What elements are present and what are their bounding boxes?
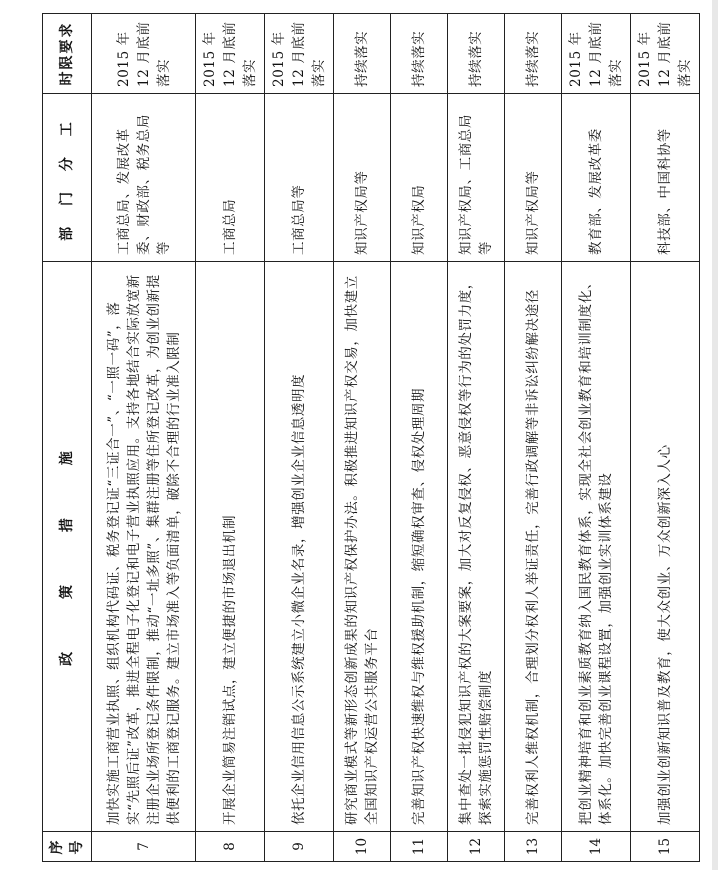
row-seq: 10: [334, 832, 391, 862]
rotated-table-container: [42, 14, 693, 862]
table-row: [631, 14, 700, 862]
row-policy: 集中查处一批侵犯知识产权的大案要案，加大对反复侵权、恶意侵权等行为的处罚力度，探索实施惩罚性赔偿制度: [448, 262, 505, 832]
row-seq: 15: [631, 832, 700, 862]
row-seq: 8: [196, 832, 265, 862]
row-seq: 12: [448, 832, 505, 862]
row-policy: 把创业精神培育和创业素质教育纳入国民教育体系，实现全社会创业教育和培训制度化、体系化。加快完善创业课程设置，加强创业实训体系建设: [562, 262, 631, 832]
header-seq: 序号: [43, 832, 92, 862]
row-deadline: 2015 年 12 月底前落实: [631, 14, 700, 94]
row-deadline: 持续落实: [505, 14, 562, 94]
row-seq: 14: [562, 832, 631, 862]
table-row: [334, 14, 391, 862]
row-dept: 知识产权局等: [505, 94, 562, 262]
row-deadline: 2015 年 12 月底前落实: [92, 14, 196, 94]
header-policy: 政 策 措 施: [43, 262, 92, 832]
row-dept: 知识产权局等: [334, 94, 391, 262]
row-seq: 11: [391, 832, 448, 862]
table-row: [391, 14, 448, 862]
row-policy: 完善知识产权快速维权与维权援助机制，缩短确权审查、侵权处理周期: [391, 262, 448, 832]
row-seq: 9: [265, 832, 334, 862]
row-dept: 工商总局、发展改革委、财政部、税务总局等: [92, 94, 196, 262]
row-dept: 科技部、中国科协等: [631, 94, 700, 262]
policy-table: [42, 13, 700, 862]
row-deadline: 持续落实: [391, 14, 448, 94]
row-policy: 研究商业模式等新形态创新成果的知识产权保护办法。积极推进知识产权交易，加快建立全国知识产权运营公共服务平台: [334, 262, 391, 832]
table-header-row: [43, 14, 92, 862]
row-policy: 加强创业创新知识普及教育，使大众创业、万众创新深入人心: [631, 262, 700, 832]
row-deadline: 2015 年 12 月底前落实: [265, 14, 334, 94]
row-deadline: 持续落实: [448, 14, 505, 94]
row-policy: 完善权利人维权机制，合理划分权利人举证责任，完善行政调解等非诉讼纠纷解决途径: [505, 262, 562, 832]
row-policy: 加快实施工商营业执照、组织机构代码证、税务登记证“三证合一”、“一照一码”，落实“先照后证”改革，推进全程电子化登记和电子营业执照应用。支持各地结合实际放宽新注册企业场所登记条件限制，推动“一址多照”、集群注册等住所登记改革，为创业创新提供便利的工商登记服务。建立市场准入等负面清单，破除不合理的行业准入限制: [92, 262, 196, 832]
header-deadline: 时限要求: [43, 14, 92, 94]
row-dept: 知识产权局、工商总局等: [448, 94, 505, 262]
row-deadline: 持续落实: [334, 14, 391, 94]
row-dept: 工商总局: [196, 94, 265, 262]
row-seq: 13: [505, 832, 562, 862]
table-row: [505, 14, 562, 862]
row-policy: 开展企业简易注销试点，建立便捷的市场退出机制: [196, 262, 265, 832]
page-edge: [712, 0, 718, 870]
header-dept: 部 门 分 工: [43, 94, 92, 262]
table-row: [562, 14, 631, 862]
row-dept: 知识产权局: [391, 94, 448, 262]
row-policy: 依托企业信用信息公示系统建立小微企业名录，增强创业企业信息透明度: [265, 262, 334, 832]
table-row: [448, 14, 505, 862]
table-row: [196, 14, 265, 862]
table-row: [265, 14, 334, 862]
row-deadline: 2015 年 12 月底前落实: [196, 14, 265, 94]
table-row: [92, 14, 196, 862]
row-dept: 教育部、发展改革委: [562, 94, 631, 262]
row-deadline: 2015 年 12 月底前落实: [562, 14, 631, 94]
row-seq: 7: [92, 832, 196, 862]
row-dept: 工商总局等: [265, 94, 334, 262]
